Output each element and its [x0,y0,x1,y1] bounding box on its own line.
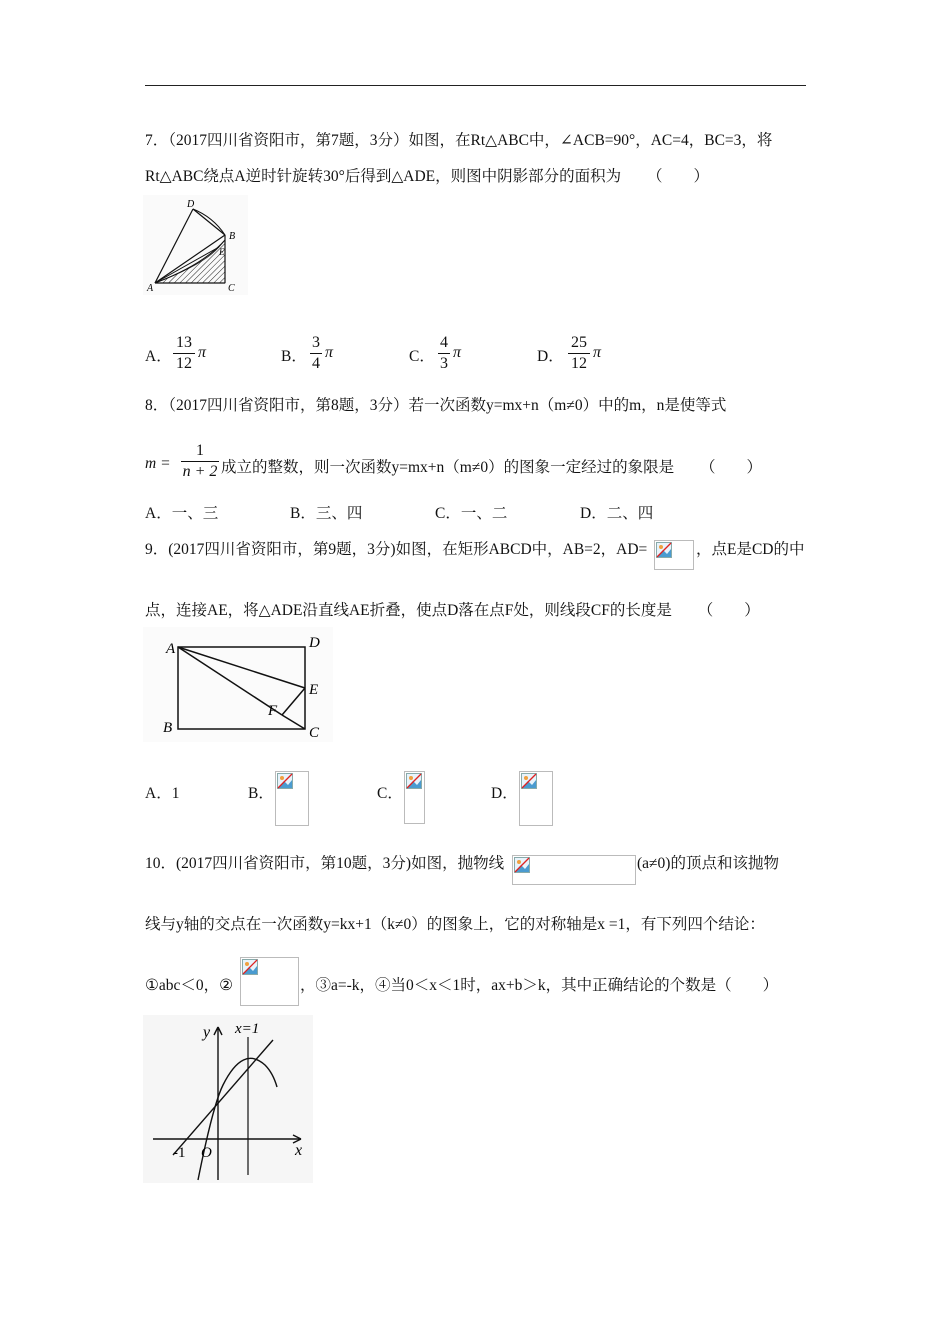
q10-label-x: x [295,1142,303,1159]
q10-label-minus-1: -1 [173,1145,186,1161]
q7-line-2 [145,164,709,186]
header-rule [145,85,806,86]
q7-option-d-den: 12 [571,355,587,372]
q9-line-2 [145,598,760,620]
q7-option-a-letter: A． [145,348,172,365]
broken-image-icon [521,773,537,789]
q9-label-A: A [166,641,176,657]
q10-label-x-eq-1: x=1 [235,1021,260,1037]
q10-label-origin: O [201,1145,212,1161]
q9-option-c-letter: C． [377,785,403,802]
q9-label-C: C [309,725,320,741]
q8-option-d: D．二、四 [580,505,654,522]
q7-option-d-pi: π [593,344,602,361]
q9-option-b-broken-image [275,771,309,826]
q7-label-D: D [187,199,195,210]
q9-figure [143,627,333,742]
q7-option-b-pi: π [325,344,334,361]
q8-answer-paren: （ ） [699,459,762,476]
q10-label-y: y [203,1024,211,1041]
q10-line-3a: ①abc＜0，② [145,977,234,994]
q8-option-c: C．一、二 [435,505,508,522]
q9-option-b-letter: B． [248,785,274,802]
q9-broken-image-ad [654,540,694,570]
broken-image-icon [514,857,530,873]
q7-option-c-num: 4 [440,334,448,351]
broken-image-icon [656,542,672,558]
q7-option-c-fraction [437,333,451,374]
q9-option-a: A．1 [145,785,180,802]
q8-line-1: 8．（2017四川省资阳市，第8题，3分）若一次函数y=mx+n（m≠0）中的m，n是使等式 [145,397,727,414]
q9-option-d-broken-image [519,771,553,826]
q7-answer-paren: （ ） [646,168,709,185]
q8-option-b: B．三、四 [290,505,363,522]
q7-option-b-fraction [309,333,323,374]
q8-option-a: A．一、三 [145,505,219,522]
q10-broken-image-conclusion [240,957,299,1006]
q8-line-2-text: 成立的整数，则一次函数y=mx+n（m≠0）的图象一定经过的象限是 [221,459,675,476]
q7-option-a-den: 12 [176,355,192,372]
q7-option-a-num: 13 [176,334,192,351]
q7-label-E: E [219,247,225,257]
broken-image-icon [406,773,422,789]
q9-label-E: E [309,682,319,698]
q7-line-1: 7．（2017四川省资阳市，第7题，3分）如图，在Rt△ABC中，∠ACB=90°，AC=4，BC=3，将 [145,132,773,149]
q9-line-2-text: 点，连接AE，将△ADE沿直线AE折叠，使点D落在点F处，则线段CF的长度是 [145,602,672,619]
q7-option-b-num: 3 [312,334,320,351]
q10-line-3b: ，③a=-k，④当0＜x＜1时，ax+b＞k，其中正确结论的个数是（ ） [300,977,779,994]
q7-option-b-letter: B． [281,348,307,365]
q9-label-D: D [309,635,320,651]
q7-label-A: A [147,283,154,294]
q8-line-2 [221,455,762,477]
q8-equation-fraction [180,441,220,482]
q9-answer-paren: （ ） [697,602,760,619]
q7-label-C: C [228,283,235,294]
q7-option-c-den: 3 [440,355,448,372]
q8-equation-lhs: m = [145,455,171,472]
q10-line-2: 线与y轴的交点在一次函数y=kx+1（k≠0）的图象上，它的对称轴是x =1，有下列四个结论： [145,916,765,933]
q7-option-c-pi: π [453,344,462,361]
q7-option-d-fraction [567,333,591,374]
q10-figure [143,1015,313,1183]
q9-line-1b: ，点E是CD的中 [696,541,805,558]
q10-broken-image-parabola [512,855,636,885]
q7-option-c-letter: C． [409,348,435,365]
q9-label-B: B [163,720,173,736]
broken-image-icon [277,773,293,789]
q10-line-1a: 10．(2017四川省资阳市，第10题，3分)如图，抛物线 [145,855,505,872]
q10-line-1b: (a≠0)的顶点和该抛物 [637,855,779,872]
q8-equation-num: 1 [196,442,204,459]
q9-option-d-letter: D． [491,785,518,802]
q9-option-c-broken-image [404,771,425,824]
q9-label-F: F [268,703,278,719]
q7-option-d-num: 25 [571,334,587,351]
q7-option-a-pi: π [198,344,207,361]
q7-option-b-den: 4 [312,355,320,372]
q7-label-B: B [229,231,236,242]
q9-line-1a: 9．(2017四川省资阳市，第9题，3分)如图，在矩形ABCD中，AB=2，AD= [145,541,648,558]
q8-equation-den: n + 2 [182,463,218,480]
broken-image-icon [242,959,258,975]
q7-line-2-text: Rt△ABC绕点A逆时针旋转30°后得到△ADE，则图中阴影部分的面积为 [145,168,622,185]
q7-option-d-letter: D． [537,348,564,365]
q7-option-a-fraction [172,333,196,374]
q7-figure [143,195,248,295]
